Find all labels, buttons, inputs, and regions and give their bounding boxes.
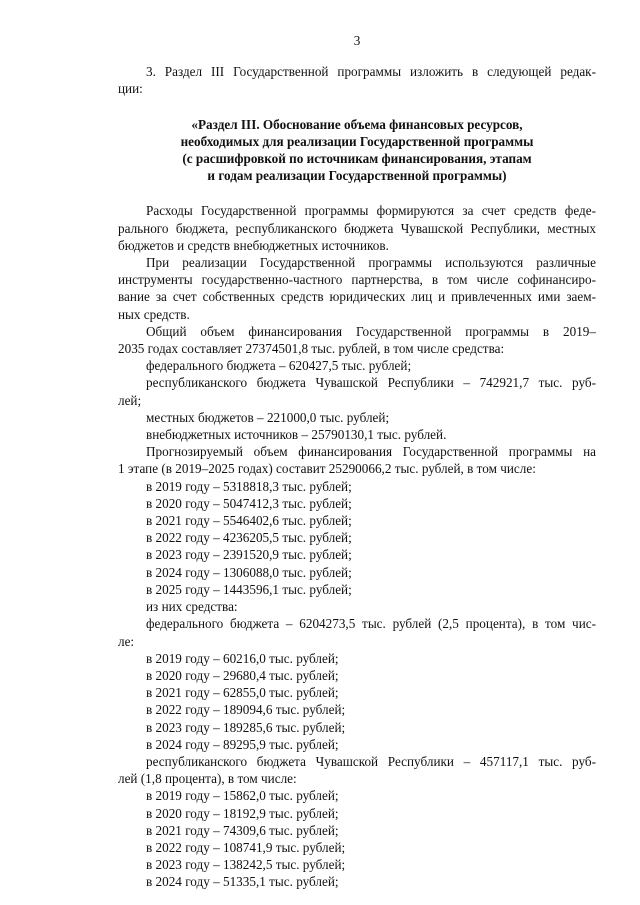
federal-year-item: в 2024 году – 89295,9 тыс. рублей;: [146, 736, 339, 752]
section-heading: [118, 116, 596, 185]
paragraph-total-volume: [118, 323, 596, 357]
republic-year-item: в 2023 году – 138242,5 тыс. рублей;: [146, 857, 346, 873]
paragraph-expenses: [118, 202, 596, 254]
republic-years-list: [118, 787, 596, 890]
stage1-year-item: в 2020 году – 5047412,3 тыс. рублей;: [146, 495, 352, 511]
page-number: 3: [353, 33, 361, 48]
stage1-year-item: в 2021 году – 5546402,6 тыс. рублей;: [146, 513, 352, 529]
federal-year-item: в 2023 году – 189285,6 тыс. рублей;: [146, 719, 346, 735]
para2-line-2: инструменты государственно-частного партнерства, в том числе софинансиро-: [118, 272, 596, 288]
of-them-label: из них средства:: [146, 599, 238, 615]
paragraph-stage1: [118, 443, 596, 477]
republic-year-item: в 2021 году – 74309,6 тыс. рублей;: [146, 822, 339, 838]
para4-line-1: Прогнозируемый объем финансирования Государственной программы на: [146, 444, 596, 460]
republic-year-item: в 2019 году – 15862,0 тыс. рублей;: [146, 788, 339, 804]
federal-stage-line-1: федерального бюджета – 6204273,5 тыс. рублей (2,5 процента), в том чис-: [146, 616, 596, 632]
stage1-year-item: в 2023 году – 2391520,9 тыс. рублей;: [146, 547, 352, 563]
federal-year-item: в 2020 году – 29680,4 тыс. рублей;: [146, 667, 339, 683]
republic-year-item: в 2024 году – 51335,1 тыс. рублей;: [146, 874, 339, 890]
federal-year-item: в 2021 году – 62855,0 тыс. рублей;: [146, 685, 339, 701]
federal-year-item: в 2019 году – 60216,0 тыс. рублей;: [146, 650, 339, 666]
para2-line-3: вание за счет собственных средств юридических лиц и привлеченных ими заем-: [118, 289, 596, 305]
paragraph-partnership: [118, 254, 596, 323]
federal-stage-paragraph: [118, 615, 596, 649]
intro-line-1: 3. Раздел III Государственной программы изложить в следующей редак-: [146, 64, 596, 80]
stage1-year-item: в 2025 году – 1443596,1 тыс. рублей;: [146, 581, 352, 597]
para2-line-1: При реализации Государственной программы используются различные: [146, 255, 596, 271]
heading-line-2: необходимых для реализации Государственной программы: [180, 133, 534, 149]
document-page: [118, 32, 596, 891]
total-local: местных бюджетов – 221000,0 тыс. рублей;: [146, 409, 390, 425]
total-republic-line-2: лей;: [118, 392, 142, 408]
stage1-year-item: в 2019 году – 5318818,3 тыс. рублей;: [146, 478, 352, 494]
republic-stage-line-2: лей (1,8 процента), в том числе:: [118, 771, 297, 787]
heading-line-3: (с расшифровкой по источникам финансирования, этапам: [182, 151, 532, 167]
para1-line-1: Расходы Государственной программы формируются за счет средств феде-: [146, 203, 596, 219]
stage1-years-list: [118, 478, 596, 598]
para1-line-3: бюджетов и средств внебюджетных источников.: [118, 237, 389, 253]
federal-year-item: в 2022 году – 189094,6 тыс. рублей;: [146, 702, 346, 718]
heading-line-1: «Раздел III. Обоснование объема финансовых ресурсов,: [191, 116, 523, 132]
republic-year-item: в 2020 году – 18192,9 тыс. рублей;: [146, 805, 339, 821]
stage1-year-item: в 2022 году – 4236205,5 тыс. рублей;: [146, 530, 352, 546]
para2-line-4: ных средств.: [118, 306, 190, 322]
total-federal: федерального бюджета – 620427,5 тыс. рублей;: [146, 358, 412, 374]
para1-line-2: рального бюджета, республиканского бюджета Чувашской Республики, местных: [118, 220, 596, 236]
intro-line-2: ции:: [118, 81, 143, 97]
stage1-year-item: в 2024 году – 1306088,0 тыс. рублей;: [146, 564, 352, 580]
para4-line-2: 1 этапе (в 2019–2025 годах) составит 25290066,2 тыс. рублей, в том числе:: [118, 461, 536, 477]
total-sources-list: [118, 357, 596, 443]
heading-line-4: и годам реализации Государственной программы): [207, 168, 507, 184]
federal-years-list: [118, 650, 596, 753]
federal-stage-line-2: ле:: [118, 633, 135, 649]
para3-line-1: Общий объем финансирования Государственной программы в 2019–: [146, 323, 596, 339]
total-extra: внебюджетных источников – 25790130,1 тыс. рублей.: [146, 427, 447, 443]
republic-stage-paragraph: [118, 753, 596, 787]
republic-year-item: в 2022 году – 108741,9 тыс. рублей;: [146, 839, 346, 855]
republic-stage-line-1: республиканского бюджета Чувашской Республики – 457117,1 тыс. руб-: [146, 753, 596, 769]
para3-line-2: 2035 годах составляет 27374501,8 тыс. рублей, в том числе средства:: [118, 341, 505, 357]
total-republic-line-1: республиканского бюджета Чувашской Республики – 742921,7 тыс. руб-: [146, 375, 596, 391]
